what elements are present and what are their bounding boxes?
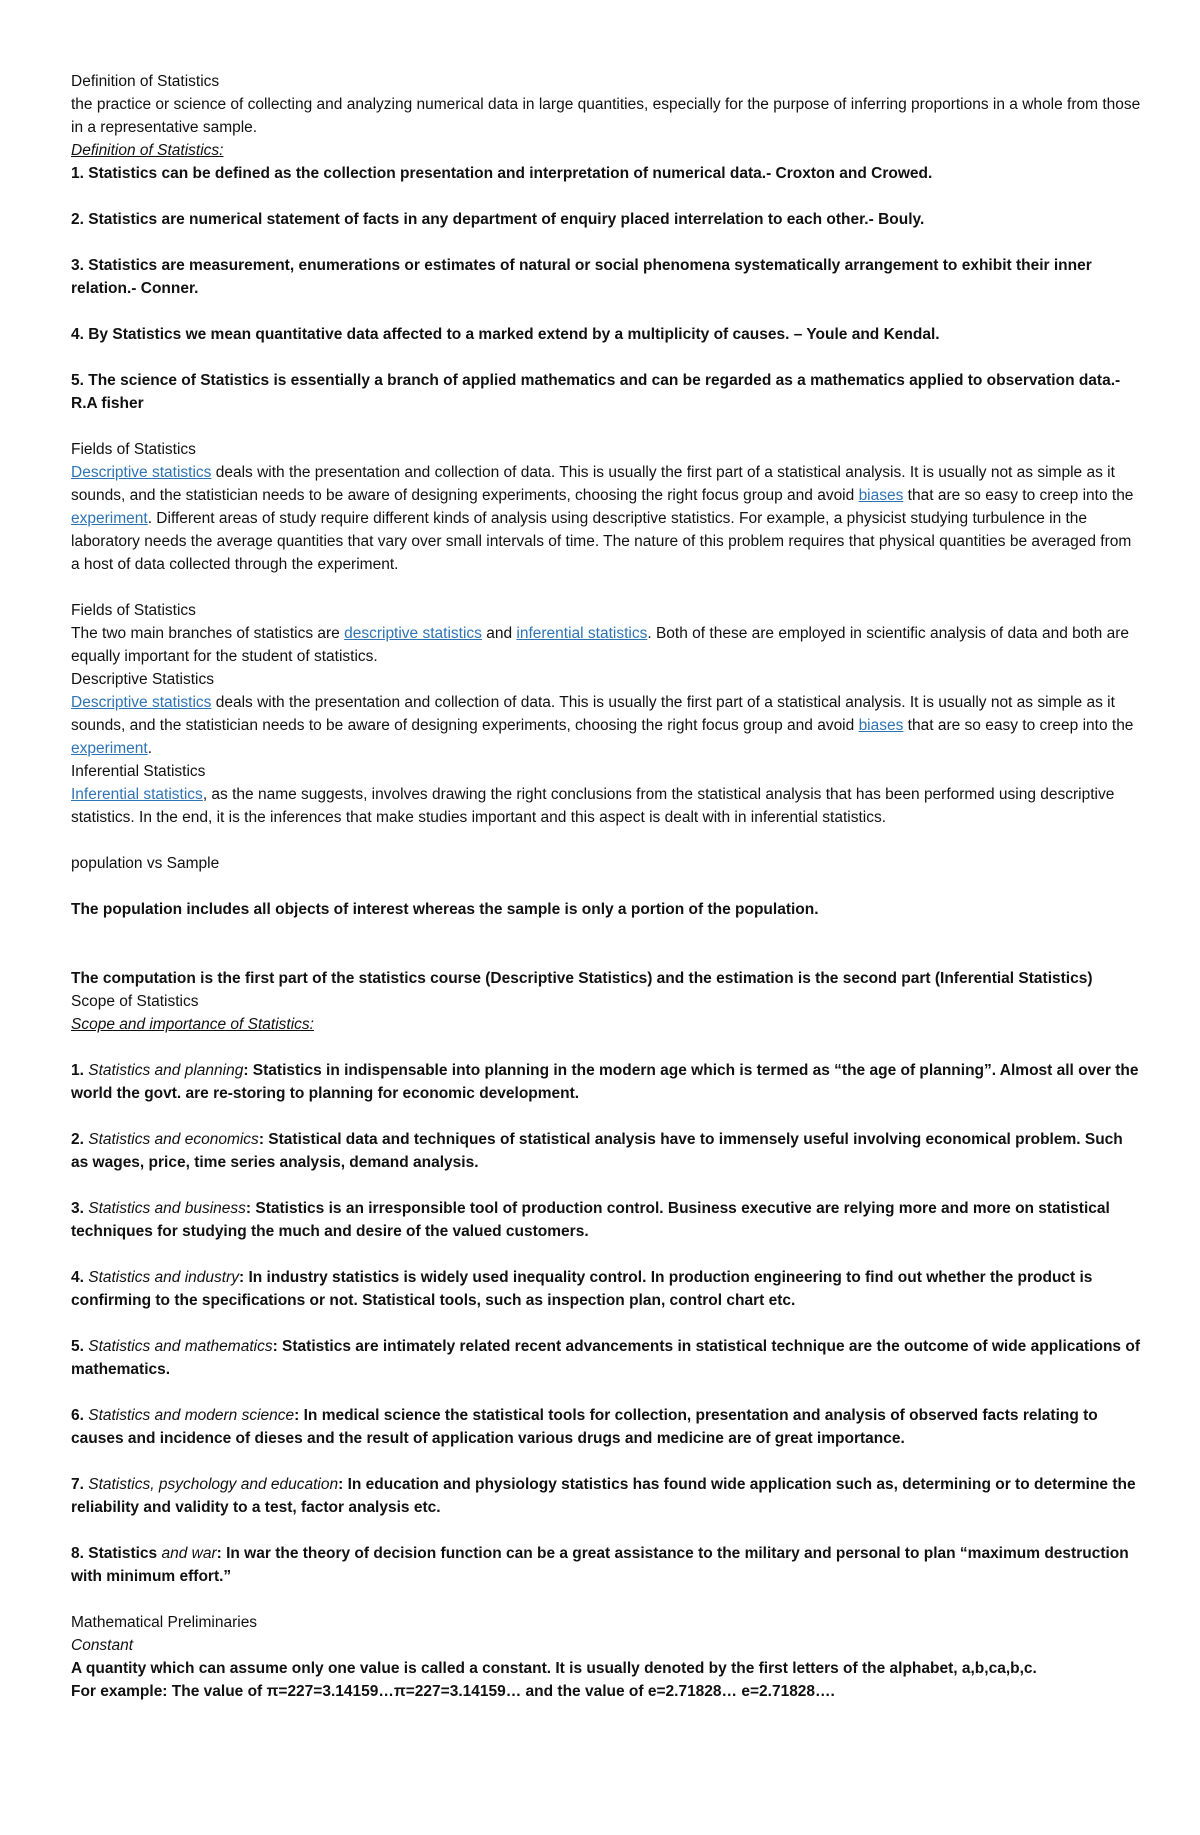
scope-item-7: 7. Statistics, psychology and education: In education and physiology statistics has found wide application such as, determining or to determine the reliability and validity to a test, factor analysis etc. xyxy=(71,1476,1136,1516)
descriptive-statistics-link[interactable]: Descriptive statistics xyxy=(71,464,212,481)
population-sample-text: The population includes all objects of interest whereas the sample is only a portion of the population. xyxy=(71,901,819,918)
definition-item-1: 1. Statistics can be defined as the collection presentation and interpretation of numerical data.- Croxton and Crowed. xyxy=(71,165,933,182)
scope-item-5: 5. Statistics and mathematics: Statistics are intimately related recent advancements in statistical technique are the outcome of wide applications of mathematics. xyxy=(71,1338,1140,1378)
fields-heading-2: Fields of Statistics xyxy=(71,602,196,619)
scope-item-8: 8. Statistics and war: In war the theory of decision function can be a great assistance to the military and personal to plan “maximum destruction with minimum effort.” xyxy=(71,1545,1129,1585)
inferential-heading: Inferential Statistics xyxy=(71,763,206,780)
scope-item-1: 1. Statistics and planning: Statistics in indispensable into planning in the modern age which is termed as “the age of planning”. Almost all over the world the govt. are re-storing to planning for economic development. xyxy=(71,1062,1139,1102)
inferential-statistics-link[interactable]: Inferential statistics xyxy=(71,786,203,803)
fields-paragraph-2: The two main branches of statistics are descriptive statistics and inferential statistics. Both of these are employed in scientific analysis of data and both are equally important for the student of statistics. xyxy=(71,625,1130,665)
definition-item-2: 2. Statistics are numerical statement of facts in any department of enquiry placed interrelation to each other.- Bouly. xyxy=(71,211,925,228)
constant-heading: Constant xyxy=(71,1637,134,1654)
biases-link[interactable]: biases xyxy=(858,487,904,504)
descriptive-statistics-link[interactable]: Descriptive statistics xyxy=(71,694,212,711)
constant-definition: A quantity which can assume only one value is called a constant. It is usually denoted by the first letters of the alphabet, a,b,ca,b,c. xyxy=(71,1660,1037,1677)
scope-item-3: 3. Statistics and business: Statistics is an irresponsible tool of production control. Business executive are relying more and more on statistical techniques for studying the much and desire of the valued customers. xyxy=(71,1200,1110,1240)
math-heading: Mathematical Preliminaries xyxy=(71,1614,258,1631)
fields-heading-1: Fields of Statistics xyxy=(71,441,196,458)
population-sample-heading: population vs Sample xyxy=(71,855,220,872)
descriptive-paragraph: Descriptive statistics deals with the presentation and collection of data. This is usually the first part of a statistical analysis. It is usually not as simple as it sounds, and the statistician needs to be aware of designing experiments, choosing the right focus group and avoid biases that are so easy to creep into the experiment. xyxy=(71,694,1134,757)
scope-subheading: Scope and importance of Statistics: xyxy=(71,1016,314,1033)
scope-heading: Scope of Statistics xyxy=(71,993,199,1010)
biases-link[interactable]: biases xyxy=(858,717,904,734)
fields-paragraph-1: Descriptive statistics deals with the presentation and collection of data. This is usually the first part of a statistical analysis. It is usually not as simple as it sounds, and the statistician needs to be aware of designing experiments, choosing the right focus group and avoid biases that are so easy to creep into the experiment. Different areas of study require different kinds of analysis using descriptive statistics. For example, a physicist studying turbulence in the laboratory needs the average quantities that vary over small intervals of time. The nature of this problem requires that physical quantities be averaged from a host of data collected through the experiment. xyxy=(71,464,1134,573)
definition-item-4: 4. By Statistics we mean quantitative data affected to a marked extend by a multiplicity of causes. – Youle and Kendal. xyxy=(71,326,940,343)
document-page xyxy=(71,70,1141,1703)
inferential-statistics-link[interactable]: inferential statistics xyxy=(516,625,648,642)
scope-item-2: 2. Statistics and economics: Statistical data and techniques of statistical analysis have to immensely useful involving economical problem. Such as wages, price, time series analysis, demand analysis. xyxy=(71,1131,1123,1171)
constant-example: For example: The value of π=227=3.14159…π=227=3.14159… and the value of e=2.71828… e=2.71828…. xyxy=(71,1683,835,1700)
definition-heading: Definition of Statistics xyxy=(71,73,220,90)
descriptive-heading: Descriptive Statistics xyxy=(71,671,214,688)
definition-item-5: 5. The science of Statistics is essentially a branch of applied mathematics and can be regarded as a mathematics applied to observation data.- R.A fisher xyxy=(71,372,1121,412)
definition-text: the practice or science of collecting and analyzing numerical data in large quantities, especially for the purpose of inferring proportions in a whole from those in a representative sample. xyxy=(71,96,1141,136)
scope-item-4: 4. Statistics and industry: In industry statistics is widely used inequality control. In production engineering to find out whether the product is confirming to the specifications or not. Statistical tools, such as inspection plan, control chart etc. xyxy=(71,1269,1093,1309)
descriptive-statistics-link[interactable]: descriptive statistics xyxy=(344,625,482,642)
inferential-paragraph: Inferential statistics, as the name suggests, involves drawing the right conclusions from the statistical analysis that has been performed using descriptive statistics. In the end, it is the inferences that make studies important and this aspect is dealt with in inferential statistics. xyxy=(71,786,1115,826)
definition-subheading: Definition of Statistics: xyxy=(71,142,224,159)
definition-item-3: 3. Statistics are measurement, enumerations or estimates of natural or social phenomena systematically arrangement to exhibit their inner relation.- Conner. xyxy=(71,257,1092,297)
experiment-link[interactable]: experiment xyxy=(71,510,148,527)
computation-text: The computation is the first part of the statistics course (Descriptive Statistics) and the estimation is the second part (Inferential Statistics) xyxy=(71,970,1093,987)
experiment-link[interactable]: experiment xyxy=(71,740,148,757)
scope-item-6: 6. Statistics and modern science: In medical science the statistical tools for collection, presentation and analysis of observed facts relating to causes and incidence of dieses and the result of application various drugs and medicine are of great importance. xyxy=(71,1407,1098,1447)
